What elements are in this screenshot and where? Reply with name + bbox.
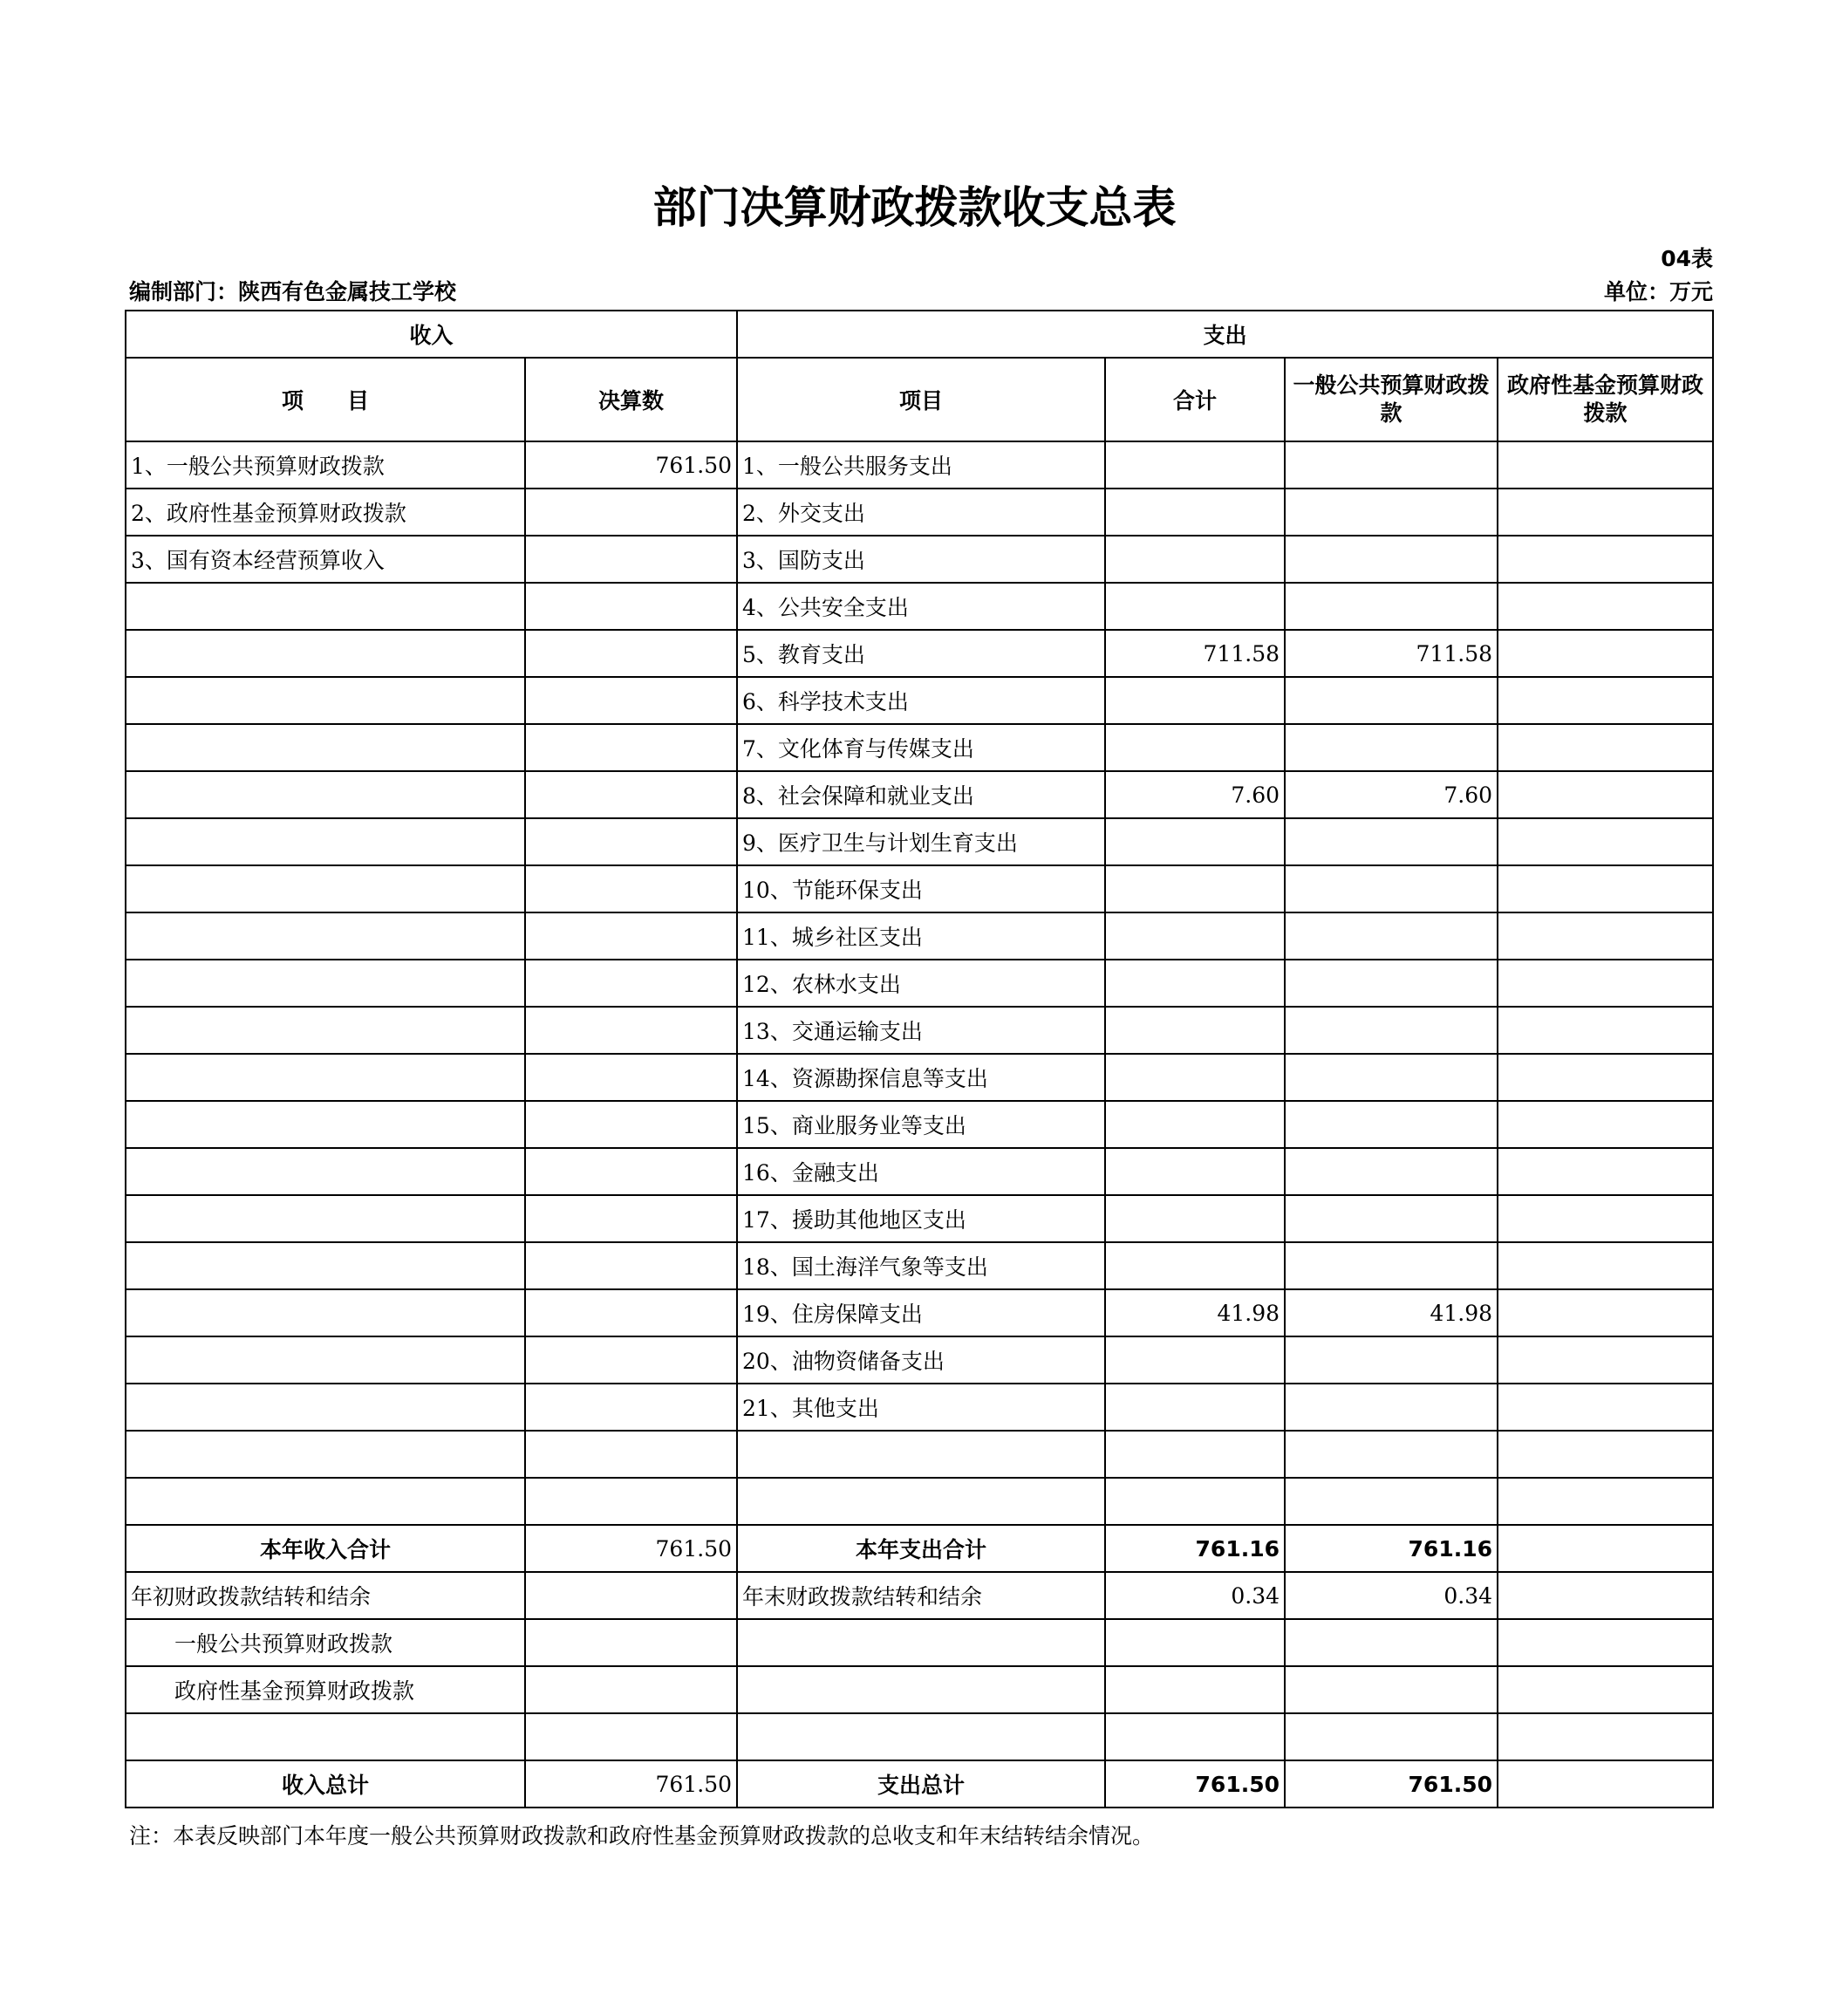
income-item-cell [126, 960, 525, 1007]
grand-income-total-value: 761.50 [525, 1760, 737, 1808]
expense-item-cell: 1、一般公共服务支出 [737, 441, 1105, 489]
expense-item-cell: 12、农林水支出 [737, 960, 1105, 1007]
expense-fund-cell [1498, 1478, 1713, 1525]
empty-cell [1105, 1666, 1285, 1713]
closing-carryover-fund [1498, 1572, 1713, 1619]
expense-fund-cell [1498, 1242, 1713, 1289]
income-amount-cell [525, 677, 737, 724]
income-amount-cell [525, 818, 737, 865]
empty-cell [525, 1572, 737, 1619]
expense-total-header: 合计 [1105, 358, 1285, 441]
expense-fund-cell [1498, 960, 1713, 1007]
closing-carryover-label: 年末财政拨款结转和结余 [737, 1572, 1105, 1619]
expense-general-cell [1285, 1336, 1498, 1384]
table-row [126, 630, 1713, 677]
expense-total-cell [1105, 865, 1285, 912]
income-amount-cell [525, 1242, 737, 1289]
expense-item-cell: 16、金融支出 [737, 1148, 1105, 1195]
expense-general-cell [1285, 1148, 1498, 1195]
year-expense-total-value: 761.16 [1105, 1525, 1285, 1572]
expense-total-cell [1105, 677, 1285, 724]
expense-general-cell [1285, 1195, 1498, 1242]
income-item-cell [126, 724, 525, 771]
grand-expense-total-value: 761.50 [1105, 1760, 1285, 1808]
expense-fund-cell [1498, 1289, 1713, 1336]
carryover-fund-row [126, 1666, 1713, 1713]
expense-general-cell [1285, 1242, 1498, 1289]
expense-total-cell: 41.98 [1105, 1289, 1285, 1336]
table-row [126, 1195, 1713, 1242]
expense-fund-cell [1498, 1148, 1713, 1195]
income-item-cell [126, 1195, 525, 1242]
expense-fund-cell [1498, 489, 1713, 536]
expense-item-cell [737, 1431, 1105, 1478]
expense-total-cell [1105, 1148, 1285, 1195]
expense-item-cell: 17、援助其他地区支出 [737, 1195, 1105, 1242]
expense-fund-cell [1498, 536, 1713, 583]
income-item-cell [126, 818, 525, 865]
grand-total-row [126, 1760, 1713, 1808]
expense-total-cell [1105, 724, 1285, 771]
expense-fund-header: 政府性基金预算财政拨款 [1498, 358, 1713, 441]
income-item-cell [126, 583, 525, 630]
table-row [126, 771, 1713, 818]
income-item-cell: 1、一般公共预算财政拨款 [126, 441, 525, 489]
income-amount-cell [525, 1101, 737, 1148]
table-row [126, 1336, 1713, 1384]
expense-general-header: 一般公共预算财政拨款 [1285, 358, 1498, 441]
expense-item-cell: 5、教育支出 [737, 630, 1105, 677]
table-row [126, 489, 1713, 536]
expense-total-cell [1105, 818, 1285, 865]
table-row [126, 1242, 1713, 1289]
expense-fund-cell [1498, 1195, 1713, 1242]
income-amount-cell [525, 912, 737, 960]
expense-total-cell [1105, 1431, 1285, 1478]
expense-fund-cell [1498, 724, 1713, 771]
expense-fund-cell [1498, 865, 1713, 912]
income-item-cell [126, 1242, 525, 1289]
expense-total-cell: 711.58 [1105, 630, 1285, 677]
expense-general-cell [1285, 912, 1498, 960]
income-item-cell [126, 1384, 525, 1431]
form-number: 04表 [1661, 246, 1713, 271]
expense-fund-cell [1498, 1007, 1713, 1054]
income-item-cell [126, 771, 525, 818]
expense-total-cell [1105, 1054, 1285, 1101]
expense-general-cell [1285, 536, 1498, 583]
grand-income-total-label: 收入总计 [126, 1760, 525, 1808]
empty-cell [1285, 1713, 1498, 1760]
empty-cell [1498, 1713, 1713, 1760]
income-amount-cell [525, 1478, 737, 1525]
table-row [126, 960, 1713, 1007]
expense-total-cell [1105, 1478, 1285, 1525]
expense-item-cell [737, 1478, 1105, 1525]
income-amount-header: 决算数 [525, 358, 737, 441]
table-row [126, 1431, 1713, 1478]
expense-general-cell [1285, 1384, 1498, 1431]
expense-fund-cell [1498, 818, 1713, 865]
expense-item-cell: 11、城乡社区支出 [737, 912, 1105, 960]
income-item-cell: 2、政府性基金预算财政拨款 [126, 489, 525, 536]
empty-cell [1105, 1619, 1285, 1666]
empty-cell [525, 1713, 737, 1760]
year-expense-general-value: 761.16 [1285, 1525, 1498, 1572]
income-item-cell [126, 1431, 525, 1478]
table-row [126, 1007, 1713, 1054]
expense-item-cell: 6、科学技术支出 [737, 677, 1105, 724]
grand-expense-fund-value [1498, 1760, 1713, 1808]
opening-carryover-label: 年初财政拨款结转和结余 [126, 1572, 525, 1619]
expense-fund-cell [1498, 912, 1713, 960]
carryover-row [126, 1572, 1713, 1619]
expense-general-cell: 41.98 [1285, 1289, 1498, 1336]
department-label: 编制部门：陕西有色金属技工学校 [129, 279, 457, 304]
income-amount-cell [525, 1384, 737, 1431]
expense-item-cell: 9、医疗卫生与计划生育支出 [737, 818, 1105, 865]
expense-item-cell: 20、油物资储备支出 [737, 1336, 1105, 1384]
expense-item-cell: 8、社会保障和就业支出 [737, 771, 1105, 818]
income-item-cell [126, 1054, 525, 1101]
expense-item-cell: 3、国防支出 [737, 536, 1105, 583]
income-amount-cell [525, 865, 737, 912]
expense-fund-cell [1498, 1054, 1713, 1101]
income-amount-cell [525, 583, 737, 630]
expense-general-cell [1285, 441, 1498, 489]
carryover-general-row [126, 1619, 1713, 1666]
income-item-cell [126, 1148, 525, 1195]
expense-item-cell: 13、交通运输支出 [737, 1007, 1105, 1054]
empty-cell [1285, 1666, 1498, 1713]
expense-general-cell [1285, 1478, 1498, 1525]
income-amount-cell [525, 1007, 737, 1054]
expense-fund-cell [1498, 583, 1713, 630]
empty-cell [1498, 1666, 1713, 1713]
expense-general-cell [1285, 489, 1498, 536]
income-item-cell [126, 677, 525, 724]
table-row [126, 1384, 1713, 1431]
empty-cell [737, 1713, 1105, 1760]
expense-fund-cell [1498, 441, 1713, 489]
empty-cell [1285, 1619, 1498, 1666]
income-item-cell [126, 912, 525, 960]
expense-item-cell: 14、资源勘探信息等支出 [737, 1054, 1105, 1101]
empty-cell [525, 1619, 737, 1666]
table-row [126, 1148, 1713, 1195]
table-row [126, 818, 1713, 865]
grand-expense-total-label: 支出总计 [737, 1760, 1105, 1808]
expense-total-cell [1105, 1336, 1285, 1384]
expense-item-cell: 21、其他支出 [737, 1384, 1105, 1431]
expense-general-cell: 711.58 [1285, 630, 1498, 677]
income-amount-cell [525, 1148, 737, 1195]
year-expense-fund-value [1498, 1525, 1713, 1572]
expense-fund-cell [1498, 1384, 1713, 1431]
carryover-fund-label: 政府性基金预算财政拨款 [126, 1666, 525, 1713]
empty-cell [737, 1666, 1105, 1713]
year-income-total-value: 761.50 [525, 1525, 737, 1572]
expense-fund-cell [1498, 630, 1713, 677]
expense-fund-cell [1498, 1336, 1713, 1384]
expense-fund-cell [1498, 677, 1713, 724]
fiscal-summary-table [125, 310, 1714, 1808]
header-row-sections [126, 311, 1713, 358]
expense-item-cell: 7、文化体育与传媒支出 [737, 724, 1105, 771]
income-item-cell [126, 1289, 525, 1336]
year-total-row [126, 1525, 1713, 1572]
closing-carryover-general: 0.34 [1285, 1572, 1498, 1619]
income-amount-cell [525, 630, 737, 677]
empty-cell [525, 1666, 737, 1713]
expense-general-cell [1285, 960, 1498, 1007]
year-expense-total-label: 本年支出合计 [737, 1525, 1105, 1572]
expense-section-header: 支出 [737, 311, 1713, 358]
empty-cell [737, 1619, 1105, 1666]
expense-total-cell [1105, 1384, 1285, 1431]
income-amount-cell [525, 489, 737, 536]
blank-row [126, 1713, 1713, 1760]
income-amount-cell [525, 1336, 737, 1384]
expense-fund-cell [1498, 771, 1713, 818]
table-row [126, 536, 1713, 583]
table-row [126, 1101, 1713, 1148]
expense-general-cell [1285, 1431, 1498, 1478]
income-amount-cell: 761.50 [525, 441, 737, 489]
table-row [126, 441, 1713, 489]
expense-total-cell [1105, 489, 1285, 536]
empty-cell [1498, 1619, 1713, 1666]
unit-label: 单位：万元 [1603, 279, 1713, 304]
page-title: 部门决算财政拨款收支总表 [652, 182, 1177, 233]
expense-item-cell: 4、公共安全支出 [737, 583, 1105, 630]
income-amount-cell [525, 960, 737, 1007]
expense-total-cell [1105, 1007, 1285, 1054]
expense-item-cell: 19、住房保障支出 [737, 1289, 1105, 1336]
expense-total-cell [1105, 441, 1285, 489]
income-item-cell [126, 1101, 525, 1148]
expense-item-cell: 2、外交支出 [737, 489, 1105, 536]
expense-total-cell: 7.60 [1105, 771, 1285, 818]
expense-total-cell [1105, 1195, 1285, 1242]
expense-item-cell: 10、节能环保支出 [737, 865, 1105, 912]
table-row [126, 912, 1713, 960]
table-row [126, 583, 1713, 630]
empty-cell [1105, 1713, 1285, 1760]
footnote: 注：本表反映部门本年度一般公共预算财政拨款和政府性基金预算财政拨款的总收支和年末结转结余情况。 [129, 1823, 1155, 1849]
expense-fund-cell [1498, 1431, 1713, 1478]
expense-item-cell: 18、国土海洋气象等支出 [737, 1242, 1105, 1289]
income-amount-cell [525, 1195, 737, 1242]
income-amount-cell [525, 724, 737, 771]
expense-general-cell [1285, 1007, 1498, 1054]
table-row [126, 1289, 1713, 1336]
expense-total-cell [1105, 1101, 1285, 1148]
income-item-header: 项 目 [126, 358, 525, 441]
expense-total-cell [1105, 583, 1285, 630]
expense-total-cell [1105, 912, 1285, 960]
expense-general-cell [1285, 724, 1498, 771]
expense-general-cell [1285, 865, 1498, 912]
expense-general-cell [1285, 1101, 1498, 1148]
expense-item-header: 项目 [737, 358, 1105, 441]
year-income-total-label: 本年收入合计 [126, 1525, 525, 1572]
expense-fund-cell [1498, 1101, 1713, 1148]
income-amount-cell [525, 536, 737, 583]
income-item-cell [126, 1478, 525, 1525]
expense-item-cell: 15、商业服务业等支出 [737, 1101, 1105, 1148]
expense-general-cell [1285, 583, 1498, 630]
income-item-cell [126, 1336, 525, 1384]
income-item-cell [126, 630, 525, 677]
income-item-cell [126, 865, 525, 912]
expense-general-cell [1285, 1054, 1498, 1101]
income-section-header: 收入 [126, 311, 737, 358]
income-item-cell [126, 1007, 525, 1054]
table-row [126, 677, 1713, 724]
table-row [126, 724, 1713, 771]
header-row-columns [126, 358, 1713, 441]
closing-carryover-total: 0.34 [1105, 1572, 1285, 1619]
expense-total-cell [1105, 960, 1285, 1007]
expense-general-cell [1285, 677, 1498, 724]
income-amount-cell [525, 771, 737, 818]
expense-general-cell [1285, 818, 1498, 865]
table-row [126, 1054, 1713, 1101]
carryover-general-label: 一般公共预算财政拨款 [126, 1619, 525, 1666]
income-amount-cell [525, 1289, 737, 1336]
income-item-cell: 3、国有资本经营预算收入 [126, 536, 525, 583]
expense-total-cell [1105, 536, 1285, 583]
income-amount-cell [525, 1054, 737, 1101]
table-row [126, 865, 1713, 912]
expense-general-cell: 7.60 [1285, 771, 1498, 818]
expense-total-cell [1105, 1242, 1285, 1289]
income-amount-cell [525, 1431, 737, 1478]
table-row [126, 1478, 1713, 1525]
grand-expense-general-value: 761.50 [1285, 1760, 1498, 1808]
empty-cell [126, 1713, 525, 1760]
